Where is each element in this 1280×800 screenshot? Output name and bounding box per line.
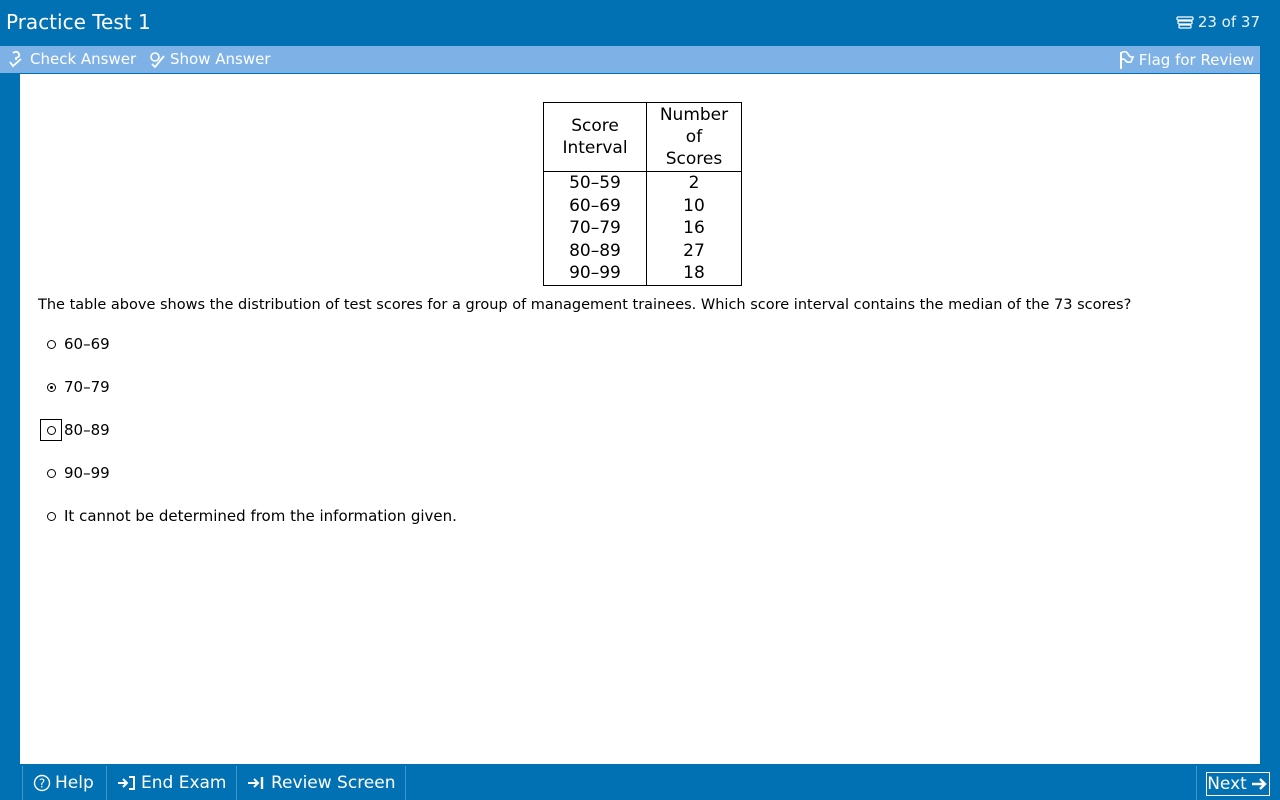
show-answer-button[interactable] xyxy=(148,50,271,68)
interval-cell: 90–99 xyxy=(569,263,621,283)
review-screen-label: Review Screen xyxy=(271,773,396,793)
flag-review-button[interactable] xyxy=(1117,50,1254,70)
check-answer-label: Check Answer xyxy=(30,50,137,68)
choice-label: It cannot be determined from the information given. xyxy=(64,507,457,525)
arrow-right-icon xyxy=(1251,776,1269,792)
next-label: Next xyxy=(1207,774,1247,794)
review-screen-button[interactable] xyxy=(236,766,406,800)
radio-button[interactable] xyxy=(47,340,56,349)
divider xyxy=(1196,766,1197,800)
count-cell: 10 xyxy=(647,195,742,218)
help-label: Help xyxy=(55,773,94,793)
radio-button[interactable] xyxy=(47,383,56,392)
count-cell: 18 xyxy=(647,262,742,285)
review-icon xyxy=(247,775,267,791)
help-icon xyxy=(33,774,51,792)
toolbar xyxy=(0,46,1260,73)
table-row xyxy=(544,195,742,218)
question-progress: 23 of 37 xyxy=(1197,13,1260,31)
count-cell: 27 xyxy=(647,240,742,263)
focus-ring xyxy=(40,419,62,441)
bottom-bar xyxy=(0,764,1280,800)
question-counter xyxy=(1176,13,1260,31)
choice-label: 70–79 xyxy=(64,378,110,396)
choice-label: 90–99 xyxy=(64,464,110,482)
choice-label: 80–89 xyxy=(64,421,110,439)
check-answer-button[interactable] xyxy=(8,50,136,68)
count-cell: 2 xyxy=(647,172,742,195)
answer-choice-d[interactable] xyxy=(40,462,110,484)
answer-choice-b[interactable] xyxy=(40,376,110,398)
question-pane xyxy=(20,74,1260,764)
count-cell: 16 xyxy=(647,217,742,240)
score-interval-header: Score Interval xyxy=(544,103,647,172)
table-row xyxy=(544,172,742,195)
radio-button[interactable] xyxy=(47,512,56,521)
answer-choice-e[interactable] xyxy=(40,505,457,527)
choice-label: 60–69 xyxy=(64,335,110,353)
radio-button[interactable] xyxy=(47,469,56,478)
answer-choice-a[interactable] xyxy=(40,333,110,355)
svg-text:?: ? xyxy=(38,776,46,791)
flag-icon xyxy=(1117,50,1135,70)
check-icon xyxy=(8,50,26,68)
title-bar xyxy=(0,0,1280,44)
table-row xyxy=(544,240,742,263)
table-header-row xyxy=(544,103,742,172)
question-list-icon xyxy=(1176,15,1194,29)
interval-cell: 80–89 xyxy=(569,240,621,261)
flag-review-label: Flag for Review xyxy=(1138,51,1254,69)
radio-button[interactable] xyxy=(47,426,56,435)
interval-cell: 50–59 xyxy=(569,173,621,193)
question-text: The table above shows the distribution of test scores for a group of management trainees. Which score interval contains the median of the 73 scores? xyxy=(38,297,1132,313)
end-exam-button[interactable] xyxy=(106,766,236,800)
table-row xyxy=(544,262,742,285)
end-exam-label: End Exam xyxy=(141,773,227,793)
help-button[interactable] xyxy=(22,766,106,800)
next-button[interactable] xyxy=(1206,772,1270,796)
score-distribution-table xyxy=(543,102,742,286)
show-answer-label: Show Answer xyxy=(170,50,271,68)
show-answer-icon xyxy=(148,50,166,68)
interval-cell: 70–79 xyxy=(569,218,621,238)
interval-cell: 60–69 xyxy=(569,195,621,216)
exam-title: Practice Test 1 xyxy=(6,10,151,34)
answer-choice-c[interactable] xyxy=(40,419,110,441)
table-row xyxy=(544,217,742,240)
end-exam-icon xyxy=(117,775,137,791)
number-of-scores-header: Number of Scores xyxy=(647,103,742,172)
